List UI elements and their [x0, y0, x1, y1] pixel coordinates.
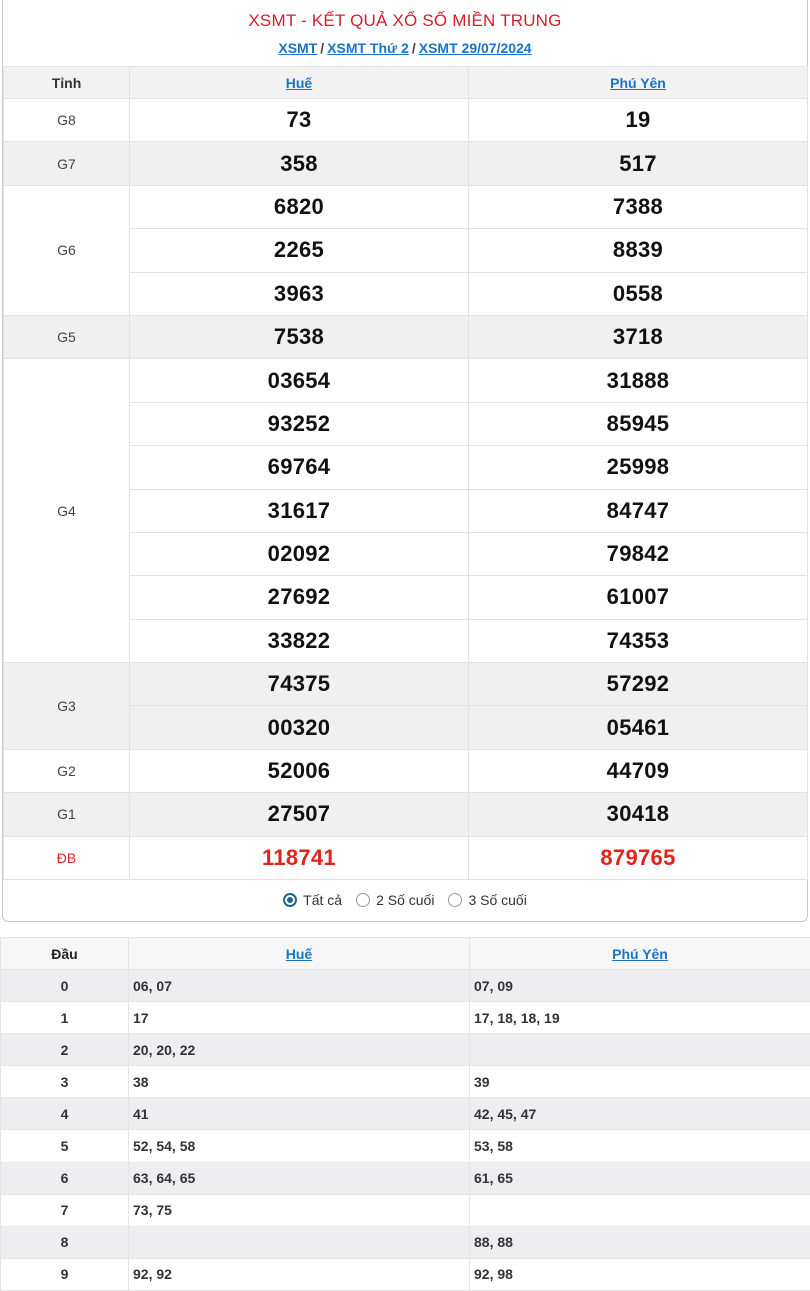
loto-values-hue: 17 [129, 1002, 470, 1034]
loto-values-phuyen: 92, 98 [470, 1258, 810, 1290]
province-hue-header [130, 67, 469, 99]
prize-row [4, 185, 808, 228]
prize-row [4, 793, 808, 836]
prize-row [4, 359, 808, 402]
loto-hue-link[interactable]: Huế [286, 946, 312, 962]
prize-number-hue: 358 [130, 142, 469, 185]
prize-number-phuyen: 3718 [469, 315, 808, 358]
loto-row [1, 1066, 810, 1098]
filter-3-digits-option[interactable] [448, 892, 526, 908]
loto-row [1, 1098, 810, 1130]
prize-number-phuyen: 517 [469, 142, 808, 185]
loto-head-digit: 7 [1, 1194, 129, 1226]
loto-head-digit: 3 [1, 1066, 129, 1098]
loto-head-digit: 6 [1, 1162, 129, 1194]
prize-number-hue: 6820 [130, 185, 469, 228]
prize-number-hue: 3963 [130, 272, 469, 315]
prize-label: G1 [4, 793, 130, 836]
loto-head-digit: 4 [1, 1098, 129, 1130]
prize-number-hue: 7538 [130, 315, 469, 358]
filter-all-label: Tất cả [303, 892, 342, 908]
loto-phuyen-header [470, 938, 810, 970]
loto-row [1, 1258, 810, 1290]
breadcrumb [3, 40, 807, 56]
loto-hue-header [129, 938, 470, 970]
breadcrumb-separator: / [320, 40, 324, 56]
breadcrumb-xsmt-date[interactable]: XSMT 29/07/2024 [419, 40, 532, 56]
loto-values-hue: 73, 75 [129, 1194, 470, 1226]
radio-icon[interactable] [356, 893, 370, 907]
prize-number-phuyen: 57292 [469, 663, 808, 706]
prize-number-phuyen: 85945 [469, 402, 808, 445]
prize-row [4, 663, 808, 706]
prize-number-phuyen: 84747 [469, 489, 808, 532]
prize-number-phuyen: 31888 [469, 359, 808, 402]
prize-number-phuyen: 8839 [469, 229, 808, 272]
prize-number-hue: 00320 [130, 706, 469, 749]
prize-row [4, 749, 808, 792]
loto-values-phuyen: 53, 58 [470, 1130, 810, 1162]
prize-number-hue: 52006 [130, 749, 469, 792]
filter-3-digits-label: 3 Số cuối [468, 892, 526, 908]
radio-icon[interactable] [448, 893, 462, 907]
loto-head-column-header: Đầu [1, 938, 129, 970]
loto-values-phuyen: 39 [470, 1066, 810, 1098]
loto-values-hue: 38 [129, 1066, 470, 1098]
loto-values-hue: 92, 92 [129, 1258, 470, 1290]
radio-selected-icon[interactable] [283, 893, 297, 907]
prize-label: G4 [4, 359, 130, 663]
prize-number-hue: 02092 [130, 532, 469, 575]
prize-label: G2 [4, 749, 130, 792]
prize-label: ĐB [4, 836, 130, 879]
results-card [2, 0, 808, 922]
filter-all-option[interactable] [283, 892, 342, 908]
prize-number-hue: 74375 [130, 663, 469, 706]
loto-head-digit: 0 [1, 970, 129, 1002]
loto-values-hue: 63, 64, 65 [129, 1162, 470, 1194]
breadcrumb-xsmt-thu-2[interactable]: XSMT Thứ 2 [327, 40, 409, 56]
prize-row [4, 315, 808, 358]
prize-row [4, 99, 808, 142]
prize-number-hue: 31617 [130, 489, 469, 532]
loto-values-hue: 41 [129, 1098, 470, 1130]
prize-label: G7 [4, 142, 130, 185]
loto-phuyen-link[interactable]: Phú Yên [612, 946, 668, 962]
filter-2-digits-option[interactable] [356, 892, 434, 908]
loto-head-digit: 9 [1, 1258, 129, 1290]
province-hue-link[interactable]: Huế [286, 75, 312, 91]
province-phuyen-link[interactable]: Phú Yên [610, 75, 666, 91]
prize-number-phuyen: 19 [469, 99, 808, 142]
loto-row [1, 1034, 810, 1066]
loto-values-phuyen: 17, 18, 18, 19 [470, 1002, 810, 1034]
loto-head-digit: 5 [1, 1130, 129, 1162]
prize-number-hue: 33822 [130, 619, 469, 662]
prize-number-hue: 69764 [130, 446, 469, 489]
loto-row [1, 1162, 810, 1194]
prize-number-phuyen: 30418 [469, 793, 808, 836]
prize-number-phuyen: 61007 [469, 576, 808, 619]
prize-number-hue: 27692 [130, 576, 469, 619]
prize-label: G5 [4, 315, 130, 358]
loto-values-hue [129, 1226, 470, 1258]
loto-head-digit: 2 [1, 1034, 129, 1066]
prize-number-phuyen: 44709 [469, 749, 808, 792]
digit-filter [3, 881, 807, 919]
prize-number-hue: 73 [130, 99, 469, 142]
breadcrumb-xsmt[interactable]: XSMT [278, 40, 317, 56]
prize-number-hue: 27507 [130, 793, 469, 836]
page-title: XSMT - KẾT QUẢ XỔ SỐ MIỀN TRUNG [3, 0, 807, 31]
prize-label: G8 [4, 99, 130, 142]
prize-number-hue: 93252 [130, 402, 469, 445]
loto-table [0, 937, 810, 1291]
prize-number-phuyen: 7388 [469, 185, 808, 228]
prize-number-phuyen: 05461 [469, 706, 808, 749]
prize-row [4, 836, 808, 879]
loto-head-digit: 8 [1, 1226, 129, 1258]
prize-label: G3 [4, 663, 130, 750]
filter-2-digits-label: 2 Số cuối [376, 892, 434, 908]
province-phuyen-header [469, 67, 808, 99]
loto-values-hue: 20, 20, 22 [129, 1034, 470, 1066]
prize-label: G6 [4, 185, 130, 315]
prize-number-phuyen: 74353 [469, 619, 808, 662]
loto-values-hue: 52, 54, 58 [129, 1130, 470, 1162]
results-table [3, 66, 808, 880]
prize-number-phuyen: 879765 [469, 836, 808, 879]
prize-number-phuyen: 0558 [469, 272, 808, 315]
prize-row [4, 142, 808, 185]
prize-number-phuyen: 25998 [469, 446, 808, 489]
loto-values-phuyen: 07, 09 [470, 970, 810, 1002]
loto-row [1, 970, 810, 1002]
loto-row [1, 1226, 810, 1258]
loto-values-phuyen [470, 1194, 810, 1226]
results-header [3, 0, 807, 66]
province-column-header: Tỉnh [4, 67, 130, 99]
loto-values-phuyen: 42, 45, 47 [470, 1098, 810, 1130]
loto-values-hue: 06, 07 [129, 970, 470, 1002]
loto-row [1, 1194, 810, 1226]
breadcrumb-separator: / [412, 40, 416, 56]
prize-number-hue: 118741 [130, 836, 469, 879]
prize-number-phuyen: 79842 [469, 532, 808, 575]
loto-values-phuyen: 88, 88 [470, 1226, 810, 1258]
loto-row [1, 1002, 810, 1034]
loto-row [1, 1130, 810, 1162]
loto-head-digit: 1 [1, 1002, 129, 1034]
loto-values-phuyen: 61, 65 [470, 1162, 810, 1194]
prize-number-hue: 03654 [130, 359, 469, 402]
loto-values-phuyen [470, 1034, 810, 1066]
prize-number-hue: 2265 [130, 229, 469, 272]
